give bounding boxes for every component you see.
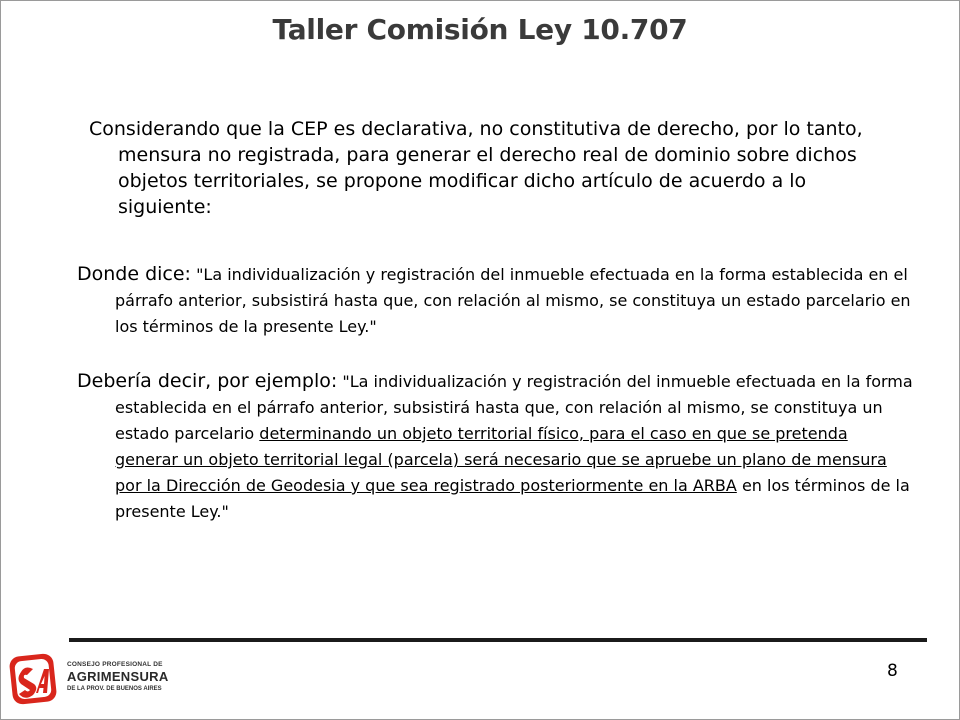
deberia-decir-quote-end: en los términos de la presente Ley." (115, 476, 910, 521)
logo-line-consejo: CONSEJO PROFESIONAL DE (67, 661, 163, 668)
slide-title: Taller Comisión Ley 10.707 (272, 13, 688, 46)
donde-dice-quote: "La individualización y registración del inmueble efectuada en la forma establecida en el párrafo anterior, subsistirá hasta que, con relación al mismo, se constituya un estado parcelario en los términos de la presente Ley." (115, 265, 911, 336)
footer-divider (69, 638, 927, 642)
logo-line-agrimensura: AGRIMENSURA (67, 669, 169, 684)
donde-dice-lead: Donde dice: (77, 263, 191, 285)
deberia-decir-lead: Debería decir, por ejemplo: (77, 370, 338, 392)
intro-paragraph: Considerando que la CEP es declarativa, no constitutiva de derecho, por lo tanto, mensura no registrada, para generar el derecho real de dominio sobre dichos objetos territoriales, se propone modificar dicho artículo de acuerdo a lo siguiente: (89, 118, 863, 218)
cpa-logo-icon (9, 652, 59, 706)
page-number: 8 (887, 661, 898, 681)
deberia-decir-quote-start: "La individualización y registración del inmueble efectuada en la forma establecida en el párrafo anterior, subsistirá hasta que, con relación al mismo, se constituya un estado parcelario (115, 372, 913, 443)
donde-dice-paragraph (77, 261, 915, 340)
agrimensura-logo (9, 652, 174, 710)
logo-line-provincia: DE LA PROV. DE BUENOS AIRES (67, 686, 162, 692)
logo-text (67, 661, 177, 693)
deberia-decir-underlined-text: determinando un objeto territorial físico, para el caso en que se pretenda generar un objeto territorial legal (parcela) será necesario que se apruebe un plano de mensura por la Dirección de Geodesia y que sea registrado posteriormente en la ARBA (115, 424, 887, 495)
deberia-decir-paragraph (77, 368, 915, 525)
